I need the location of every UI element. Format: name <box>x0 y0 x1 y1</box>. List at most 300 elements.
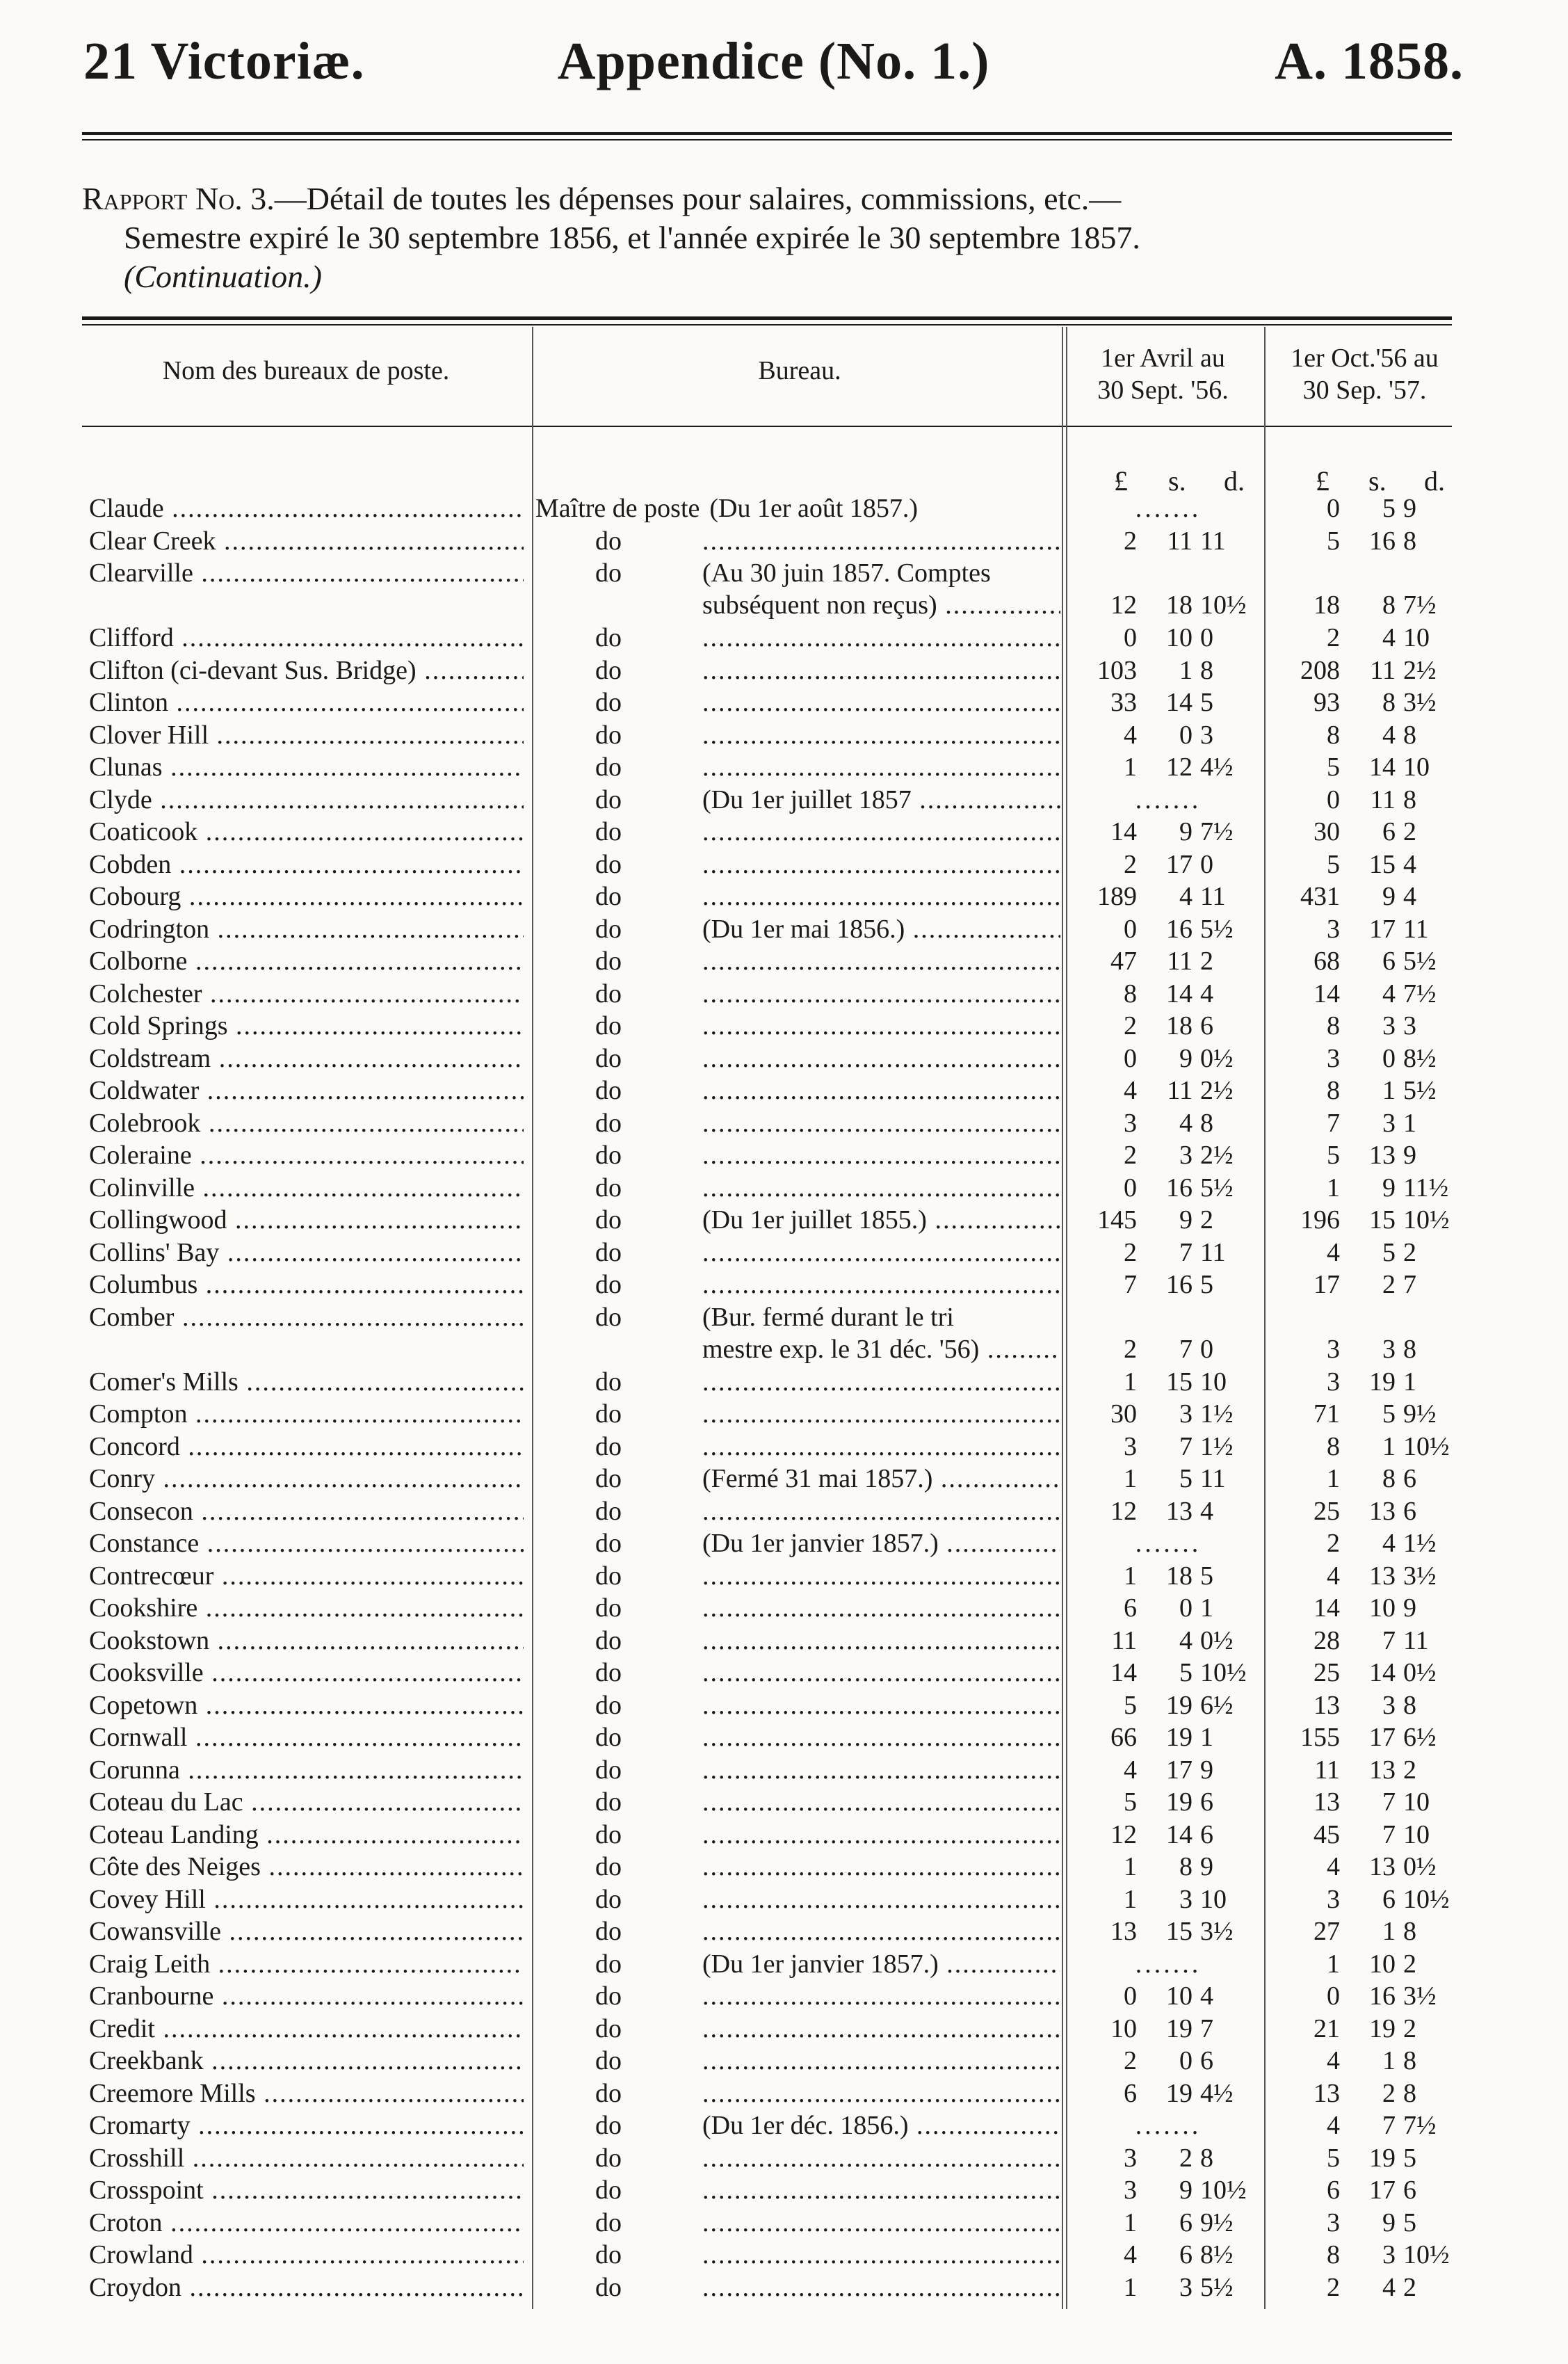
bureau-role: do <box>595 1108 622 1138</box>
column-header-period2 <box>1266 342 1464 406</box>
amount-1857 <box>1274 1107 1472 1139</box>
unit-pence-2: d. <box>1424 465 1445 497</box>
bureau-role: do <box>595 720 622 750</box>
pounds-value: 7 <box>1124 1270 1137 1299</box>
bureau-role: do <box>595 1529 622 1558</box>
bureau-cell <box>535 1010 1059 1042</box>
shillings-value: 6 <box>1382 1884 1396 1914</box>
bureau-role: do <box>595 1464 622 1493</box>
column-header-name: Nom des bureaux de poste. <box>162 356 450 385</box>
bureau-note <box>702 1657 1060 1689</box>
pounds-value: 93 <box>1314 688 1340 717</box>
pence-value: 5½ <box>1403 947 1437 976</box>
amount-1857 <box>1274 2207 1472 2239</box>
amount-1857 <box>1274 881 1472 912</box>
post-office-name: Clearville ..... <box>89 557 524 589</box>
pence-value: 7 <box>1200 2013 1213 2043</box>
shillings-value: 11 <box>1370 655 1396 685</box>
bureau-note <box>702 2142 1060 2174</box>
pence-value: 3½ <box>1403 1981 1437 2011</box>
pounds-value: 3 <box>1327 1367 1340 1397</box>
bureau-role: do <box>595 785 622 814</box>
pounds-value: 5 <box>1124 1690 1137 1720</box>
bureau-cell <box>535 1689 1059 1721</box>
post-office-name: Cobourg ..... <box>89 881 524 912</box>
table-row <box>0 1915 1568 1948</box>
pounds-value: 431 <box>1300 882 1340 911</box>
amount-1857 <box>1274 1043 1472 1075</box>
table-row <box>0 2207 1568 2240</box>
pounds-value: 4 <box>1327 2046 1340 2075</box>
report-title-continuation: (Continuation.) <box>124 259 322 294</box>
amount-1856 <box>1071 913 1269 945</box>
bureau-role: do <box>595 2046 622 2075</box>
bureau-note <box>702 2077 1060 2109</box>
table-row <box>0 1204 1568 1237</box>
amount-1856 <box>1071 1269 1269 1301</box>
shillings-value: 3 <box>1179 1141 1193 1170</box>
bureau-cell <box>535 686 1059 718</box>
bureau-note <box>702 1883 1060 1915</box>
shillings-value: 6 <box>1382 817 1396 846</box>
amount-1856 <box>1071 1754 1269 1786</box>
amount-1856 <box>1071 2013 1269 2045</box>
table-row <box>0 2271 1568 2304</box>
amount-1856 <box>1071 1366 1269 1398</box>
pounds-value: 8 <box>1327 1076 1340 1105</box>
pence-value: 4 <box>1403 849 1416 879</box>
bureau-role: do <box>595 1237 622 1267</box>
bureau-note <box>702 1721 1060 1753</box>
pounds-value: 14 <box>1314 979 1340 1008</box>
table-row <box>0 1592 1568 1625</box>
pence-value: 10 <box>1403 1787 1430 1817</box>
post-office-name: Cranbourne ..... <box>89 1980 524 2012</box>
empty-amount-dots: ....... <box>1135 1529 1202 1558</box>
amount-1857 <box>1274 1948 1472 1980</box>
pence-value: 10 <box>1200 1367 1227 1397</box>
table-row <box>0 849 1568 881</box>
shillings-value: 18 <box>1166 1011 1193 1040</box>
bureau-note <box>702 2207 1060 2239</box>
pounds-value: 12 <box>1110 590 1137 620</box>
bureau-cell <box>535 1721 1059 1753</box>
pence-value: 10½ <box>1403 1205 1450 1235</box>
shillings-value: 11 <box>1167 526 1193 556</box>
pounds-value: 14 <box>1110 817 1137 846</box>
bureau-cell <box>535 1301 1059 1364</box>
pence-value: 4 <box>1200 1981 1213 2011</box>
table-row <box>0 2174 1568 2207</box>
shillings-value: 7 <box>1179 1431 1193 1461</box>
shillings-value: 19 <box>1369 2143 1396 2173</box>
amount-1856 <box>1071 945 1269 977</box>
bureau-note <box>702 1075 1060 1107</box>
bureau-note: (Du 1er déc. 1856.) ..... <box>702 2109 1060 2141</box>
pounds-value: 12 <box>1110 1819 1137 1849</box>
table-row <box>0 686 1568 719</box>
bureau-role: do <box>595 1593 622 1623</box>
amount-1857 <box>1274 1237 1472 1269</box>
bureau-cell <box>535 1786 1059 1818</box>
column-header-bureau: Bureau. <box>758 356 841 385</box>
shillings-value: 15 <box>1166 1367 1193 1397</box>
report-number: Rapport No. 3. <box>82 181 275 216</box>
pounds-value: 2 <box>1124 1011 1137 1040</box>
pounds-value: 30 <box>1314 817 1340 846</box>
pounds-value: 27 <box>1314 1917 1340 1946</box>
post-office-name: Croton ..... <box>89 2207 524 2239</box>
pence-value: 10½ <box>1403 2240 1450 2269</box>
amount-1857 <box>1274 1075 1472 1107</box>
shillings-value: 16 <box>1166 1173 1193 1203</box>
amount-1856 <box>1071 622 1269 654</box>
pence-value: 8 <box>1200 2143 1213 2173</box>
pence-value: 4 <box>1200 1496 1213 1526</box>
table-row <box>0 2109 1568 2142</box>
table-row <box>0 978 1568 1011</box>
bureau-role: do <box>595 914 622 944</box>
shillings-value: 7 <box>1179 1237 1193 1267</box>
bureau-note <box>702 1269 1060 1301</box>
table-row <box>0 1721 1568 1754</box>
pence-value: 8 <box>1403 1334 1416 1364</box>
amount-1857 <box>1274 2271 1472 2303</box>
post-office-name: Crosshill ..... <box>89 2142 524 2174</box>
bureau-note <box>702 654 1060 686</box>
bureau-role: do <box>595 526 622 556</box>
amount-1856 <box>1071 978 1269 1010</box>
pence-value: 2 <box>1403 1237 1416 1267</box>
post-office-name: Collins' Bay ..... <box>89 1237 524 1269</box>
amount-1856 <box>1071 1948 1269 1980</box>
bureau-note <box>702 1237 1060 1269</box>
pounds-value: 17 <box>1314 1270 1340 1299</box>
pence-value: 8 <box>1403 1917 1416 1946</box>
pounds-value: 18 <box>1314 590 1340 620</box>
pounds-value: 0 <box>1124 1981 1137 2011</box>
pounds-value: 2 <box>1124 2046 1137 2075</box>
shillings-value: 3 <box>1382 1334 1396 1364</box>
shillings-value: 5 <box>1179 1464 1193 1493</box>
pence-value: 2 <box>1200 1205 1213 1235</box>
post-office-table <box>0 492 1568 2303</box>
amount-1857 <box>1274 1398 1472 1430</box>
shillings-value: 13 <box>1369 1496 1396 1526</box>
bureau-note <box>702 525 1060 557</box>
amount-1857 <box>1274 1657 1472 1689</box>
bureau-cell <box>535 1851 1059 1883</box>
post-office-name: Côte des Neiges ..... <box>89 1851 524 1883</box>
amount-1856 <box>1071 1495 1269 1527</box>
pence-value: 1 <box>1200 1723 1213 1752</box>
pence-value: 11½ <box>1403 1173 1449 1203</box>
bureau-role: do <box>595 817 622 846</box>
pence-value: 2½ <box>1200 1141 1234 1170</box>
amount-1856 <box>1071 784 1269 816</box>
bureau-cell <box>535 2077 1059 2109</box>
pounds-value: 2 <box>1124 1334 1137 1364</box>
bureau-role: do <box>595 1787 622 1817</box>
bureau-cell <box>535 945 1059 977</box>
pence-value: 9 <box>1403 1141 1416 1170</box>
shillings-value: 1 <box>1179 655 1193 685</box>
table-row <box>0 2142 1568 2175</box>
pence-value: 2 <box>1403 1949 1416 1979</box>
pounds-value: 1 <box>1124 1852 1137 1881</box>
amount-1856 <box>1071 2207 1269 2239</box>
pounds-value: 33 <box>1110 688 1137 717</box>
bureau-role: do <box>595 2078 622 2108</box>
bureau-note: (Du 1er août 1857.) <box>709 494 919 523</box>
shillings-value: 6 <box>1179 2208 1193 2237</box>
bureau-role: do <box>595 1755 622 1785</box>
pence-value: 4½ <box>1200 2078 1234 2108</box>
pounds-value: 21 <box>1314 2013 1340 2043</box>
pounds-value: 5 <box>1327 2143 1340 2173</box>
bureau-role: do <box>595 2111 622 2140</box>
pence-value: 2½ <box>1200 1076 1234 1105</box>
bureau-role: do <box>595 2240 622 2269</box>
bureau-role: do <box>595 623 622 652</box>
bureau-role: Maître de poste <box>535 494 700 523</box>
pence-value: 10 <box>1403 623 1430 652</box>
bureau-note <box>702 1754 1060 1786</box>
bureau-note <box>702 1592 1060 1624</box>
amount-1856 <box>1071 1819 1269 1851</box>
table-row <box>0 1269 1568 1301</box>
shillings-value: 18 <box>1166 1561 1193 1591</box>
shillings-value: 11 <box>1167 947 1193 976</box>
amount-1856 <box>1071 751 1269 783</box>
bureau-note <box>702 1043 1060 1075</box>
bureau-role: do <box>595 1011 622 1040</box>
shillings-value: 16 <box>1369 526 1396 556</box>
post-office-name: Copetown ..... <box>89 1689 524 1721</box>
pounds-value: 3 <box>1327 1884 1340 1914</box>
bureau-note: (Au 30 juin 1857. Comptes <box>702 558 991 588</box>
pence-value: 11 <box>1403 914 1429 944</box>
pounds-value: 1 <box>1124 1884 1137 1914</box>
bureau-cell <box>535 751 1059 783</box>
shillings-value: 5 <box>1382 494 1396 523</box>
shillings-value: 9 <box>1179 1043 1193 1073</box>
amount-1857 <box>1274 978 1472 1010</box>
bureau-role: do <box>595 2013 622 2043</box>
bureau-note <box>702 1851 1060 1883</box>
table-row <box>0 1527 1568 1560</box>
table-row <box>0 1689 1568 1722</box>
post-office-name: Colborne ..... <box>89 945 524 977</box>
bureau-cell <box>535 1883 1059 1915</box>
amount-1856 <box>1071 2142 1269 2174</box>
pence-value: 7½ <box>1200 817 1234 846</box>
amount-1857 <box>1274 1172 1472 1204</box>
amount-1857 <box>1274 1754 1472 1786</box>
shillings-value: 19 <box>1369 2013 1396 2043</box>
empty-amount-dots: ....... <box>1135 494 1202 523</box>
shillings-value: 10 <box>1166 1981 1193 2011</box>
bureau-role: do <box>595 1949 622 1979</box>
bureau-cell <box>535 525 1059 557</box>
pounds-value: 4 <box>1327 2111 1340 2140</box>
table-row <box>0 1754 1568 1787</box>
pence-value: 9 <box>1403 494 1416 523</box>
pounds-value: 3 <box>1327 1043 1340 1073</box>
pounds-value: 4 <box>1124 2240 1137 2269</box>
bureau-role: do <box>595 1852 622 1881</box>
amount-1857 <box>1274 2013 1472 2045</box>
shillings-value: 11 <box>1167 1076 1193 1105</box>
pence-value: 3 <box>1200 720 1213 750</box>
shillings-value: 8 <box>1382 590 1396 620</box>
pence-value: 11 <box>1200 1237 1226 1267</box>
bureau-note <box>702 1366 1060 1398</box>
shillings-value: 14 <box>1369 753 1396 782</box>
pence-value: 1½ <box>1200 1399 1234 1429</box>
shillings-value: 15 <box>1369 849 1396 879</box>
bureau-cell <box>535 2239 1059 2271</box>
amount-1857 <box>1274 2239 1472 2271</box>
bureau-note <box>702 2271 1060 2303</box>
bureau-cell <box>535 2045 1059 2077</box>
pounds-value: 3 <box>1124 2143 1137 2173</box>
shillings-value: 10 <box>1166 623 1193 652</box>
table-top-rule-thin <box>82 324 1452 325</box>
amount-1857 <box>1274 1431 1472 1463</box>
bureau-cell <box>535 1139 1059 1171</box>
post-office-name: Creekbank ..... <box>89 2045 524 2077</box>
bureau-role: do <box>595 1431 622 1461</box>
amount-1856 <box>1071 1204 1269 1236</box>
pounds-value: 208 <box>1300 655 1340 685</box>
amount-1857 <box>1274 1980 1472 2012</box>
pence-value: 11 <box>1200 1464 1226 1493</box>
bureau-note <box>702 719 1060 751</box>
amount-1856 <box>1071 1592 1269 1624</box>
pounds-value: 6 <box>1124 1593 1137 1623</box>
pounds-value: 45 <box>1314 1819 1340 1849</box>
bureau-cell <box>535 1204 1059 1236</box>
shillings-value: 1 <box>1382 1431 1396 1461</box>
table-row <box>0 1948 1568 1981</box>
pounds-value: 5 <box>1327 526 1340 556</box>
bureau-note <box>702 1560 1060 1592</box>
amount-1856 <box>1071 816 1269 848</box>
amount-1857 <box>1274 945 1472 977</box>
table-row <box>0 751 1568 784</box>
bureau-note: (Du 1er juillet 1857 ..... <box>702 784 1060 816</box>
bureau-note <box>702 1010 1060 1042</box>
unit-pound-1: £ <box>1114 465 1128 497</box>
shillings-value: 13 <box>1369 1852 1396 1881</box>
amount-1857 <box>1274 1463 1472 1495</box>
post-office-name: Cooksville ..... <box>89 1657 524 1689</box>
pounds-value: 2 <box>1124 1141 1137 1170</box>
post-office-name: Colinville ..... <box>89 1172 524 1204</box>
pence-value: 10½ <box>1200 590 1247 620</box>
bureau-role: do <box>595 1302 622 1332</box>
table-row <box>0 1398 1568 1431</box>
pounds-value: 12 <box>1110 1496 1137 1526</box>
pence-value: 6 <box>1403 1496 1416 1526</box>
post-office-name: Clear Creek ..... <box>89 525 524 557</box>
post-office-name: Constance ..... <box>89 1527 524 1559</box>
pounds-value: 28 <box>1314 1625 1340 1655</box>
pence-value: 0½ <box>1200 1043 1234 1073</box>
bureau-note <box>702 1139 1060 1171</box>
pence-value: 7½ <box>1403 2111 1437 2140</box>
shillings-value: 8 <box>1382 1464 1396 1493</box>
amount-1856 <box>1071 1107 1269 1139</box>
amount-1857 <box>1274 2109 1472 2141</box>
post-office-name: Collingwood ..... <box>89 1204 524 1236</box>
shillings-value: 0 <box>1179 720 1193 750</box>
pounds-value: 2 <box>1124 849 1137 879</box>
pounds-value: 13 <box>1314 1787 1340 1817</box>
pounds-value: 0 <box>1327 1981 1340 2011</box>
pounds-value: 11 <box>1111 1625 1137 1655</box>
shillings-value: 19 <box>1166 2078 1193 2108</box>
shillings-value: 12 <box>1166 753 1193 782</box>
amount-1856 <box>1071 589 1269 621</box>
shillings-value: 5 <box>1382 1399 1396 1429</box>
bureau-cell <box>535 1463 1059 1495</box>
pence-value: 8½ <box>1200 2240 1234 2269</box>
bureau-cell <box>535 1366 1059 1398</box>
bureau-cell <box>535 719 1059 751</box>
post-office-name: Colchester ..... <box>89 978 524 1010</box>
post-office-name: Colebrook ..... <box>89 1107 524 1139</box>
amount-1856 <box>1071 849 1269 881</box>
bureau-cell <box>535 622 1059 654</box>
amount-1857 <box>1274 1527 1472 1559</box>
amount-1856 <box>1071 1463 1269 1495</box>
pounds-value: 1 <box>1124 1561 1137 1591</box>
pounds-value: 2 <box>1327 623 1340 652</box>
pounds-value: 1 <box>1327 1464 1340 1493</box>
amount-1856 <box>1071 1883 1269 1915</box>
pounds-value: 30 <box>1110 1399 1137 1429</box>
pounds-value: 0 <box>1327 785 1340 814</box>
table-row <box>0 1107 1568 1140</box>
bureau-role: do <box>595 2208 622 2237</box>
pounds-value: 5 <box>1327 849 1340 879</box>
pounds-value: 196 <box>1300 1205 1340 1235</box>
bureau-cell <box>535 2271 1059 2303</box>
table-row <box>0 1075 1568 1107</box>
bureau-role: do <box>595 2143 622 2173</box>
shillings-value: 4 <box>1382 1529 1396 1558</box>
pounds-value: 0 <box>1124 623 1137 652</box>
amount-1857 <box>1274 913 1472 945</box>
shillings-value: 17 <box>1369 914 1396 944</box>
table-row <box>0 2077 1568 2110</box>
unit-pence-1: d. <box>1224 465 1245 497</box>
pounds-value: 2 <box>1327 1529 1340 1558</box>
table-row <box>0 1625 1568 1657</box>
post-office-name: Clinton ..... <box>89 686 524 718</box>
pounds-value: 1 <box>1124 1367 1137 1397</box>
pounds-value: 2 <box>1124 526 1137 556</box>
amount-1856 <box>1071 2174 1269 2206</box>
amount-1857 <box>1274 525 1472 557</box>
shillings-value: 0 <box>1382 1043 1396 1073</box>
pounds-value: 5 <box>1124 1787 1137 1817</box>
bureau-cell <box>535 816 1059 848</box>
pounds-value: 8 <box>1327 1011 1340 1040</box>
shillings-value: 18 <box>1166 590 1193 620</box>
